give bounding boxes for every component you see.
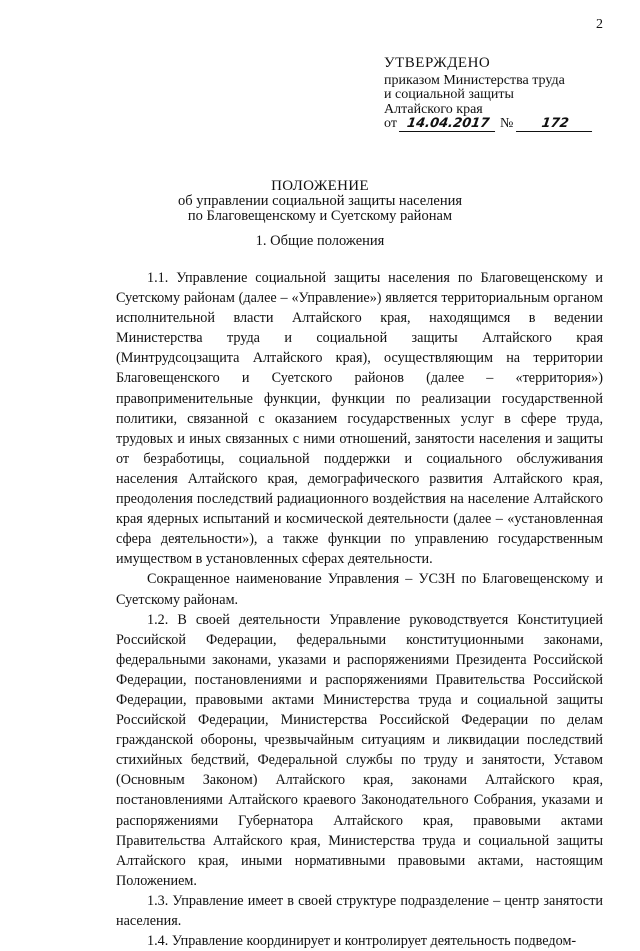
title-line-2: об управлении социальной защиты населения (177, 193, 463, 209)
paragraph-1-3: 1.3. Управление имеет в своей структуре подразделение – центр занятости населения. (116, 892, 603, 929)
paragraph-1-1: 1.1. Управление социальной защиты населения по Благовещенскому и Суетскому районам (далее – «Управление») является территориальным органом исполнительной власти Алтайского края, находящимся в ведении Министерства труда и социальной защиты Алтайского края (Минтрудсоцзащита Алтайского края), осуществляющим на территории Благовещенского и Суетского районов (далее – «территория») правоприменительные функции, функции по реализации государственной политики, связанной с оказанием государственных услуг в сфере труда, трудовых и иных связанных с ними отношений, занятости населения и защиты от безработицы, социальной поддержки и социального обслуживания населения Алтайского края, демографического развития Алтайского края, преодоления последствий радиационного воздействия на население Алтайского края ядерных испытаний и космической деятельности (далее – «установленная сфера деятельности»), а также функции по управлению государственным имуществом в установленных сферах деятельности. (116, 270, 603, 568)
date-prefix: от (384, 116, 397, 131)
approval-stamp (384, 56, 614, 132)
title-main: ПОЛОЖЕНИЕ (271, 178, 369, 194)
section-heading: 1. Общие положения (255, 233, 385, 249)
approval-line-3: Алтайского края (384, 101, 483, 117)
paragraph-1-4: 1.4. Управление координирует и контролирует деятельность подведом- (147, 933, 577, 950)
title-line-3: по Благовещенскому и Суетскому районам (187, 208, 453, 224)
approval-line-2: и социальной защиты (384, 87, 514, 102)
page-number: 2 (596, 17, 603, 32)
number-prefix: № (499, 116, 514, 131)
paragraph-short-name: Сокращенное наименование Управления – УСЗН по Благовещенскому и Суетскому районам. (116, 571, 603, 608)
approval-heading: УТВЕРЖДЕНО (384, 55, 491, 71)
approval-date: 14.04.2017 (399, 117, 497, 132)
approval-number: 172 (516, 117, 594, 132)
document-title (0, 179, 640, 224)
paragraph-1-2: 1.2. В своей деятельности Управление руководствуется Конституцией Российской Федерации, федеральными конституционными законами, федеральными законами, указами и распоряжениями Президента Российской Федерации, постановлениями и распоряжениями Правительства Российской Федерации, правовыми актами Министерства труда и социальной защиты Российской Федерации, Министерства Российской Федерации по делам гражданской обороны, чрезвычайным ситуациям и ликвидации последствий стихийных бедствий, Федеральной службы по труду и занятости, Уставом (Основным Законом) Алтайского края, законами Алтайского края, постановлениями Алтайского краевого Законодательного Собрания, указами и распоряжениями Губернатора Алтайского края, правовыми актами Правительства Алтайского края, Министерства труда и социальной защиты Алтайского края, иными нормативными правовыми актами, настоящим Положением. (116, 611, 603, 889)
approval-line-1: приказом Министерства труда (384, 72, 565, 88)
document-body (116, 268, 603, 951)
approval-date-line (384, 117, 614, 132)
